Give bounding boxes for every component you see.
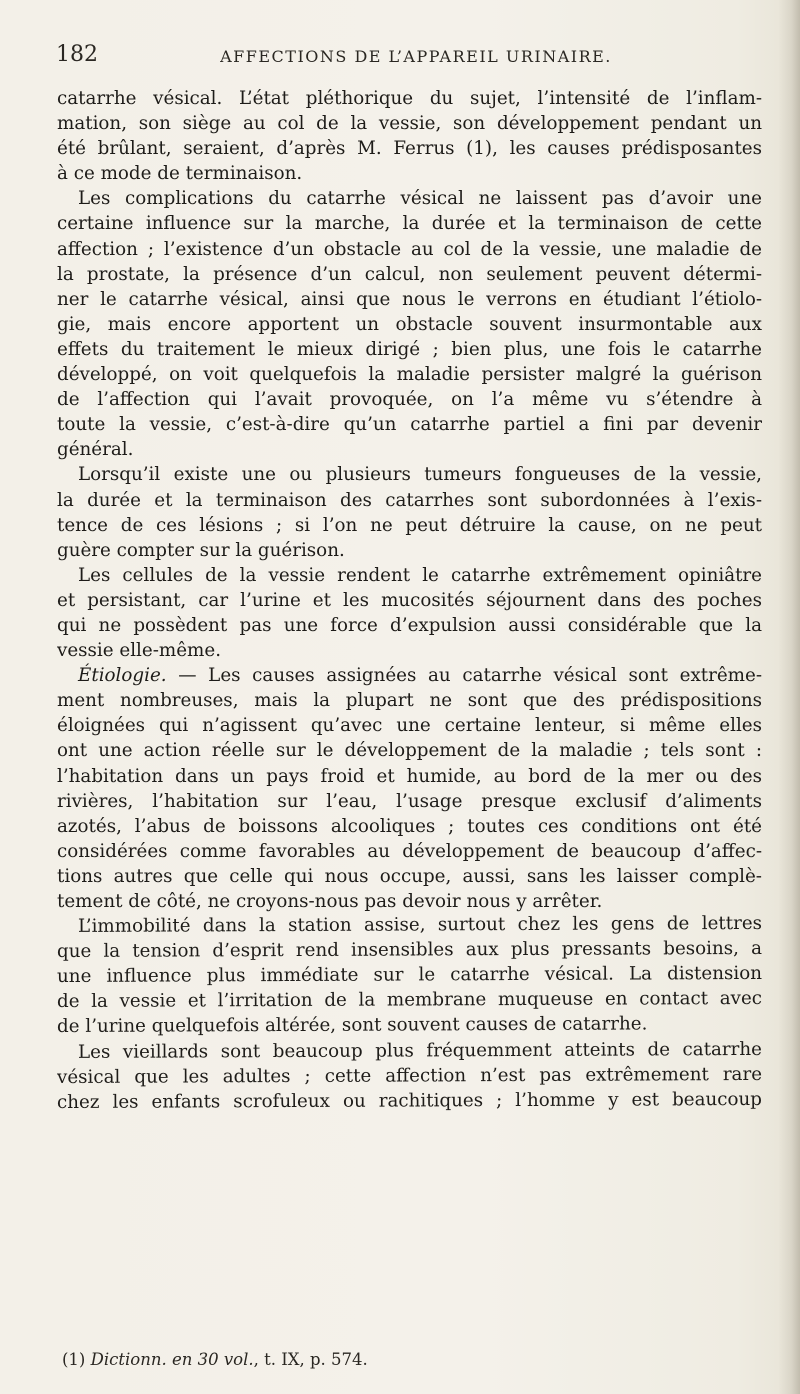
text-line: que la tension d’esprit rend insensibles aux plus pressants besoins, a xyxy=(56,938,763,963)
text-line: effets du traitement le mieux dirigé ; bien plus, une fois le catarrhe xyxy=(57,338,762,360)
footnote xyxy=(62,1348,368,1372)
text-line: ner le catarrhe vésical, ainsi que nous le verrons en étudiant l’étiolo- xyxy=(57,288,762,310)
section-etiologie-first-line: Étiologie. — Les causes assignées au catarrhe vésical sont extrême- xyxy=(78,665,762,687)
text-line: toute la vessie, c’est-à-dire qu’un catarrhe partiel a fini par devenir xyxy=(57,414,762,436)
paragraph-first-line: Les complications du catarrhe vésical ne laissent pas d’avoir une xyxy=(78,188,762,210)
text-line: certaine influence sur la marche, la durée et la terminaison de cette xyxy=(57,213,762,235)
section-heading: Étiologie. xyxy=(78,665,167,687)
text-line: tence de ces lésions ; si l’on ne peut détruire la cause, on ne peut xyxy=(57,514,762,536)
page-header xyxy=(56,40,776,70)
text-line: été brûlant, seraient, d’après M. Ferrus (1), les causes prédisposantes xyxy=(57,138,762,160)
text-line: de l’affection qui l’avait provoquée, on l’a même vu s’étendre à xyxy=(57,389,762,411)
text-line: général. xyxy=(57,439,134,461)
text-line: et persistant, car l’urine et les mucosités séjournent dans des poches xyxy=(57,589,762,611)
text-line: développé, on voit quelquefois la maladie persister malgré la guérison xyxy=(57,364,762,386)
text-line: azotés, l’abus de boissons alcooliques ; toutes ces conditions ont été xyxy=(57,815,762,837)
text-line: une influence plus immédiate sur le catarrhe vésical. La distension xyxy=(56,963,763,988)
text-line: ment nombreuses, mais la plupart ne sont que des prédispositions xyxy=(57,690,762,712)
text-line: la prostate, la présence d’un calcul, non seulement peuvent détermi- xyxy=(57,263,762,285)
running-head: AFFECTIONS DE L’APPAREIL URINAIRE. xyxy=(220,47,612,66)
text-line: gie, mais encore apportent un obstacle souvent insurmontable aux xyxy=(57,313,762,335)
text-line: qui ne possèdent pas une force d’expulsion aussi considérable que la xyxy=(57,614,762,636)
body-text xyxy=(57,86,762,1115)
text-line: vessie elle-même. xyxy=(57,640,222,662)
text-line: à ce mode de terminaison. xyxy=(57,163,303,185)
footnote-marker: (1) xyxy=(62,1350,86,1369)
text-line: vésical que les adultes ; cette affection n’est pas extrêmement rare xyxy=(56,1063,763,1088)
text-line: mation, son siège au col de la vessie, son développement pendant un xyxy=(57,113,762,135)
paragraph-first-line: L’immobilité dans la station assise, surtout chez les gens de lettres xyxy=(77,913,763,938)
text-line: tions autres que celle qui nous occupe, aussi, sans les laisser complè- xyxy=(57,865,762,887)
text-line: de l’urine quelquefois altérée, sont souvent causes de catarrhe. xyxy=(56,1013,648,1038)
paragraph-first-line: Les vieillards sont beaucoup plus fréquemment atteints de catarrhe xyxy=(77,1038,763,1063)
page-number: 182 xyxy=(56,42,98,67)
footnote-reference: , t. IX, p. 574. xyxy=(253,1350,368,1369)
text-line: de la vessie et l’irritation de la membrane muqueuse en contact avec xyxy=(56,988,763,1013)
text-line: ont une action réelle sur le développement de la maladie ; tels sont : xyxy=(57,740,762,762)
text-line: considérées comme favorables au développement de beaucoup d’affec- xyxy=(57,840,762,862)
footnote-source: Dictionn. en 30 vol. xyxy=(90,1350,254,1369)
text-line: rivières, l’habitation sur l’eau, l’usage presque exclusif d’aliments xyxy=(57,790,762,812)
text-line: affection ; l’existence d’un obstacle au col de la vessie, une maladie de xyxy=(57,238,762,260)
paragraph-first-line: Les cellules de la vessie rendent le catarrhe extrêmement opiniâtre xyxy=(78,564,762,586)
text-line: tement de côté, ne croyons-nous pas devoir nous y arrêter. xyxy=(57,891,603,912)
text-line: catarrhe vésical. L’état pléthorique du sujet, l’intensité de l’inflam- xyxy=(57,88,762,109)
text-line: guère compter sur la guérison. xyxy=(57,539,345,561)
text-line: chez les enfants scrofuleux ou rachitiques ; l’homme y est beaucoup xyxy=(56,1088,763,1113)
paragraph-first-line: Lorsqu’il existe une ou plusieurs tumeurs fongueuses de la vessie, xyxy=(78,464,762,486)
page-edge-shadow xyxy=(778,0,800,1394)
text-line: la durée et la terminaison des catarrhes sont subordonnées à l’exis- xyxy=(57,489,762,511)
text-line: l’habitation dans un pays froid et humide, au bord de la mer ou des xyxy=(57,765,762,787)
text-line: éloignées qui n’agissent qu’avec une certaine lenteur, si même elles xyxy=(57,715,762,737)
